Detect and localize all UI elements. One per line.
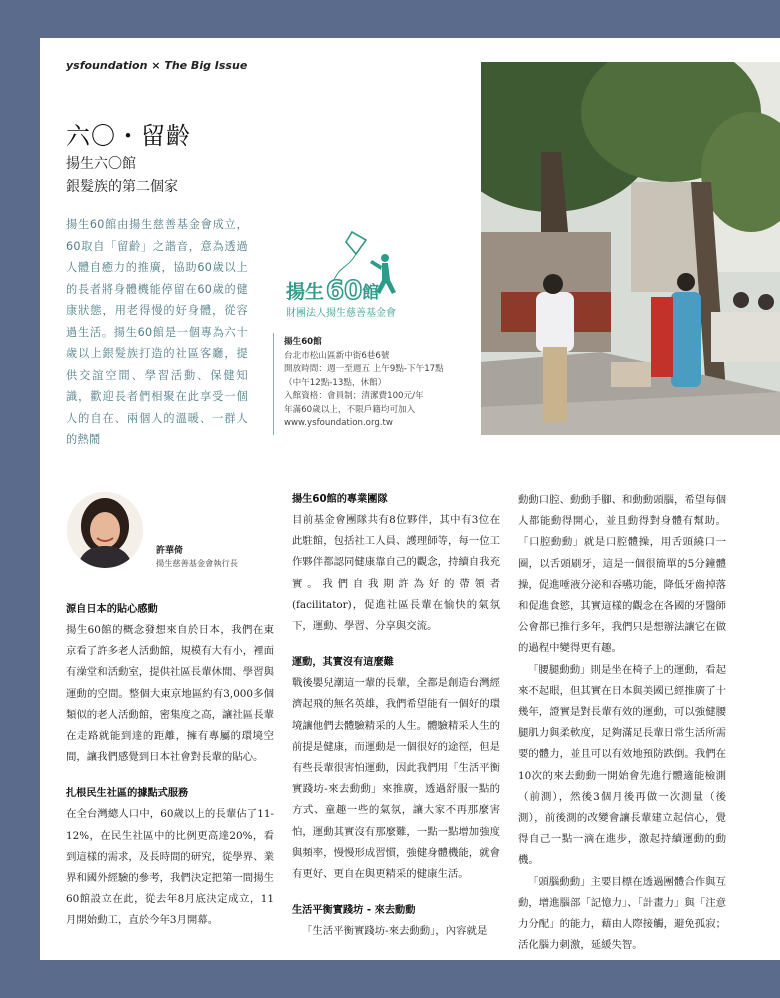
- magazine-page: [40, 38, 780, 960]
- venue-address: 台北市松山區新中街6巷6號: [284, 350, 390, 361]
- info-divider: [273, 333, 274, 435]
- paragraph-legs: 「腰腿動動」則是坐在椅子上的運動，看起來不起眼，但其實在日本與美國已經推廣了十幾年，證實是對長輩有效的運動，可以強健腰腿肌力與柔軟度，足夠滿足長輩日常生活所需要的體力，並且可以有效地預防跌倒。我們在10次的來去動動一開始會先進行體適能檢測（前測），然後3個月後再做一次測量（後測），前後測的改變會讓長輩建立起信心，覺得自己一點一滴在進步，激起持續運動的動機。: [518, 663, 726, 867]
- heading-origin: 源自日本的貼心感動: [66, 604, 158, 615]
- portrait-photo: [67, 492, 143, 568]
- bottom-band: [0, 960, 780, 998]
- street-photo: [481, 62, 780, 435]
- paragraph-brain: 「頭腦動動」主要目標在透過團體合作與互動，增進腦部「記憶力」、「計畫力」與「注意力分配」的能力，藉由人際接觸，避免孤寂；活化腦力刺激，延緩失智。: [518, 875, 726, 952]
- venue-entry: 入館資格：會員制；清潔費100元/年: [284, 391, 424, 401]
- heading-community: 扎根民生社區的據點式服務: [66, 788, 189, 800]
- article-title: 六〇・留齡: [66, 122, 191, 150]
- paragraph-team: 目前基金會團隊共有8位夥伴，其中有3位在此駐館，包括社工人員、護理師等，每一位工作夥伴都認同健康靠自己的觀念，持續自我充實。我們自我期許為好的帶領者(facilitator)，促進社區長輩在愉快的氣氛下，運動、學習、分享與交流。: [292, 514, 500, 633]
- paragraph-origin: 揚生60館的概念發想來自於日本，我們在東京看了許多老人活動館，規模有大有小，裡面有澡堂和活動室，提供社區長輩休閒、學習與運動的空間。整個大東京地區約有3,000多個類似的老人活動館，密集度之高，讓社區長輩在走路就能到達的距離，擁有專屬的環境空間，讓我們感覺到日本社會對長輩的貼心。: [66, 624, 274, 764]
- intro-paragraph: 揚生60館由揚生慈善基金會成立，60取自「留齡」之諧音，意為透過人體自癒力的推廣，協助60歲以上的長者將身體機能停留在60歲的健康狀態，用老得慢的好身體，從容過生活。揚生60館是一個專為六十歲以上銀髮族打造的社區客廳，提供交誼空間、學習活動、保健知識，歡迎長者們相聚在此享受一個人的自在、兩個人的溫暖、一群人的熱鬧: [66, 218, 248, 446]
- column-1: [66, 600, 274, 948]
- paragraph-community: 在全台灣總人口中，60歲以上的長輩佔了11-12%，在民生社區中的比例更高達20%，看到這樣的需求，及長時間的研究，從學界、業界和國外經驗的參考，我們決定把第一間揚生60館設立在此，從去年8月底決定成立，11月開始動工，直於今年3月開幕。: [66, 808, 274, 927]
- heading-exercise: 運動，其實沒有這麼難: [292, 657, 394, 669]
- venue-url[interactable]: www.ysfoundation.org.tw: [284, 418, 393, 428]
- venue-name: 揚生60館: [284, 337, 322, 347]
- person-title: 揚生慈善基金會執行長: [156, 558, 238, 568]
- header-brand: ysfoundation × The Big Issue: [66, 59, 248, 72]
- article-subtitle: [66, 153, 178, 199]
- paragraph-exercise: 戰後嬰兒潮這一輩的長輩，全都是創造台灣經濟起飛的無名英雄，我們希望能有一個好的環境讓他們去體驗精采的人生。體驗精采人生的前提是健康，而運動是一個很好的途徑，但是有些長輩很害怕運動，因此我們用「生活平衡實踐坊-來去動動」來推廣，透過舒服一點的方式、童趣一些的氣氛，讓大家不再那麼害怕，運動其實沒有那麼難，一點一點增加強度與頻率，慢慢形成習慣，強健身體機能，就會有更好、更自在與更精采的健康生活。: [292, 677, 500, 881]
- yangsheng-60-logo: [282, 228, 402, 323]
- logo-text-num: 60: [326, 276, 363, 306]
- person-name: 許華倚: [156, 546, 184, 556]
- column-3: [518, 490, 726, 956]
- logo-text-main: 揚生: [286, 281, 325, 303]
- venue-age: 年滿60歲以上，不限戶籍均可加入: [284, 404, 416, 415]
- paragraph-oral: 動動口腔、動動手腳、和動動頭腦，希望每個人都能動得開心，並且動得對身體有幫助。「口腔動動」就是口腔體操，用舌頭繞口一圈，以舌頭刷牙，這是一個很簡單的5分鐘體操，促進唾液分泌和吞嚥功能，降低牙齒掉落和促進食慾，其實這樣的觀念在各國的牙醫師公會都已推行多年，我們只是想辦法讓它在做的過程中變得更有趣。: [518, 494, 726, 655]
- subtitle-line-1: 揚生六〇館: [66, 156, 136, 172]
- logo-org: 財團法人揚生慈善基金會: [286, 308, 396, 319]
- venue-hours: 開放時間：週一至週五 上午9點-下午17點: [284, 364, 444, 374]
- kite-icon: [346, 232, 366, 254]
- heading-workshop: 生活平衡實踐坊 - 來去動動: [292, 905, 416, 917]
- subtitle-line-2: 銀髮族的第二個家: [66, 179, 178, 195]
- paragraph-workshop: 「生活平衡實踐坊-來去動動」，內容就是: [302, 925, 488, 938]
- venue-info: [284, 336, 444, 431]
- venue-break: （中午12點-13點，休館）: [284, 377, 387, 388]
- logo-text-suffix: 館: [362, 283, 379, 303]
- column-2: [292, 490, 500, 958]
- heading-team: 揚生60館的專業團隊: [292, 494, 388, 505]
